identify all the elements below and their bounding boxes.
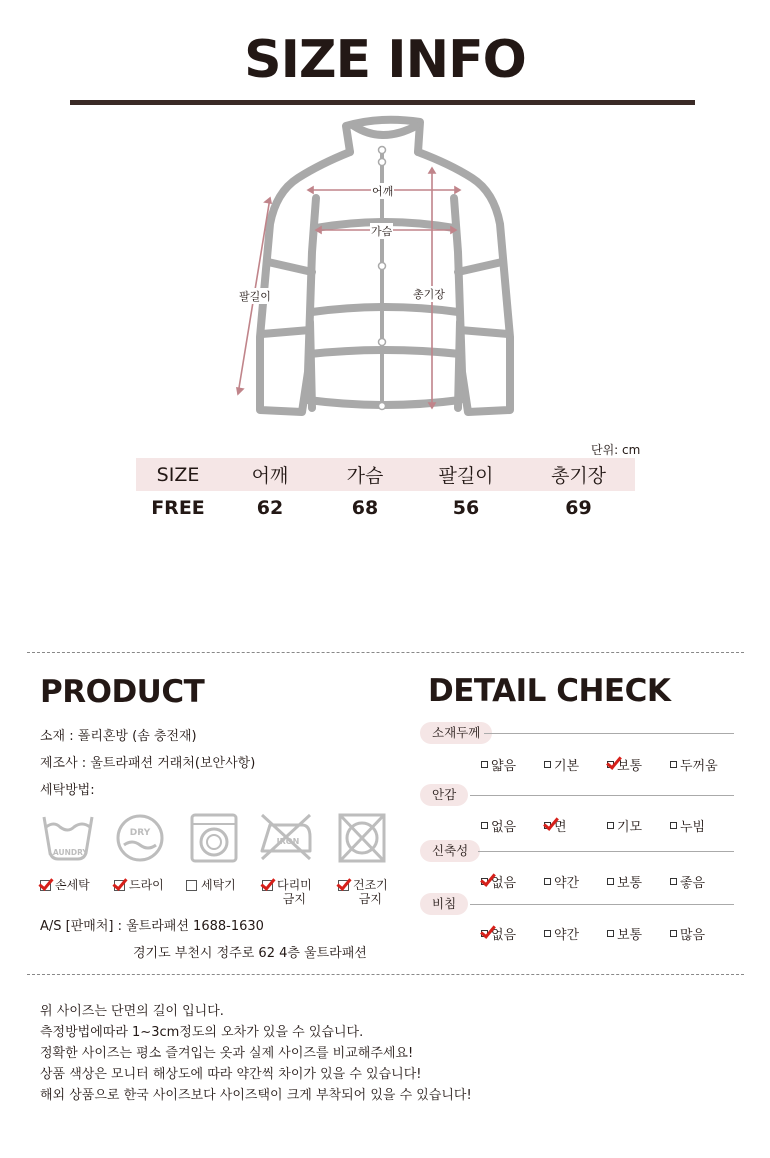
as-line: A/S [판매처] : 울트라패션 1688-1630 bbox=[40, 919, 264, 934]
care-option-no-dryer[interactable]: 건조기 금지 bbox=[338, 878, 388, 906]
checkbox-empty-icon bbox=[670, 822, 677, 829]
dry-icon bbox=[112, 813, 168, 863]
no-tumble-dry-icon bbox=[334, 813, 390, 863]
section-divider-top bbox=[27, 652, 744, 653]
no-iron-icon bbox=[258, 811, 314, 861]
laundry-icon bbox=[40, 813, 96, 863]
checkbox-checked-icon bbox=[481, 930, 488, 937]
header-sleeve: 팔길이 bbox=[438, 465, 494, 487]
unit-label: 단위: cm bbox=[591, 443, 641, 457]
cell-sleeve: 56 bbox=[452, 496, 480, 519]
option-stretch-good[interactable]: 좋음 bbox=[670, 872, 705, 891]
checkbox-empty-icon bbox=[544, 930, 551, 937]
detail-label-stretch: 신축성 bbox=[420, 840, 480, 862]
note-line-2: 측정방법에따라 1~3cm정도의 오차가 있을 수 있습니다. bbox=[40, 1025, 364, 1040]
detail-label-lining: 안감 bbox=[420, 784, 468, 806]
sleeve-label: 팔길이 bbox=[239, 290, 271, 303]
detail-rule bbox=[470, 904, 734, 905]
detail-label-thickness: 소재두께 bbox=[420, 722, 492, 744]
option-stretch-none[interactable]: 없음 bbox=[481, 872, 516, 891]
checkbox-empty-icon bbox=[544, 878, 551, 885]
checkbox-empty-icon bbox=[607, 878, 614, 885]
cell-shoulder: 62 bbox=[256, 496, 284, 519]
option-lining-quilted[interactable]: 누빔 bbox=[670, 816, 705, 835]
option-sheer-normal[interactable]: 보통 bbox=[607, 924, 642, 943]
header-size: SIZE bbox=[156, 463, 200, 486]
checkbox-empty-icon bbox=[607, 822, 614, 829]
option-thickness-basic[interactable]: 기본 bbox=[544, 755, 579, 774]
length-label: 총기장 bbox=[413, 288, 445, 301]
option-sheer-much[interactable]: 많음 bbox=[670, 924, 705, 943]
cell-length: 69 bbox=[565, 496, 592, 519]
detail-rule bbox=[484, 733, 734, 734]
option-lining-none[interactable]: 없음 bbox=[481, 816, 516, 835]
washing-machine-icon bbox=[186, 813, 242, 863]
care-option-dry-clean[interactable]: 드라이 bbox=[114, 878, 164, 892]
note-line-3: 정확한 사이즈는 평소 즐겨입는 옷과 실제 사이즈를 비교해주세요! bbox=[40, 1046, 414, 1061]
section-divider-bottom bbox=[27, 974, 744, 975]
header-shoulder: 어깨 bbox=[251, 465, 289, 487]
detail-rule bbox=[470, 795, 734, 796]
detail-rule bbox=[478, 851, 734, 852]
option-sheer-none[interactable]: 없음 bbox=[481, 924, 516, 943]
dry-icon-text: DRY bbox=[129, 828, 151, 838]
cell-size: FREE bbox=[151, 496, 205, 519]
option-lining-fleece[interactable]: 기모 bbox=[607, 816, 642, 835]
no-iron-icon-text: IRON bbox=[276, 837, 300, 846]
checkbox-empty-icon bbox=[544, 761, 551, 768]
checkbox-checked-icon bbox=[262, 880, 273, 891]
option-thickness-normal[interactable]: 보통 bbox=[607, 755, 642, 774]
option-stretch-slight[interactable]: 약간 bbox=[544, 872, 579, 891]
option-sheer-slight[interactable]: 약간 bbox=[544, 924, 579, 943]
size-table-header bbox=[136, 458, 635, 491]
title-divider bbox=[70, 100, 695, 105]
checkbox-empty-icon bbox=[670, 930, 677, 937]
note-line-5: 해외 상품으로 한국 사이즈보다 사이즈택이 크게 부착되어 있을 수 있습니다! bbox=[40, 1088, 472, 1103]
laundry-icon-text: LAUNDRY bbox=[48, 848, 88, 857]
checkbox-empty-icon bbox=[607, 930, 614, 937]
chest-label: 가슴 bbox=[371, 225, 393, 238]
note-line-4: 상품 색상은 모니터 해상도에 따라 약간씩 차이가 있을 수 있습니다! bbox=[40, 1067, 422, 1082]
option-stretch-normal[interactable]: 보통 bbox=[607, 872, 642, 891]
checkbox-checked-icon bbox=[114, 880, 125, 891]
jacket-diagram bbox=[220, 112, 550, 432]
option-thickness-thin[interactable]: 얇음 bbox=[481, 755, 516, 774]
header-length: 총기장 bbox=[550, 465, 607, 487]
table-row bbox=[136, 491, 635, 524]
checkbox-empty-icon bbox=[481, 761, 488, 768]
size-info-title: SIZE INFO bbox=[244, 30, 526, 90]
product-title: PRODUCT bbox=[40, 674, 205, 710]
checkbox-checked-icon bbox=[607, 761, 614, 768]
detail-check-title: DETAIL CHECK bbox=[428, 673, 671, 709]
checkbox-empty-icon bbox=[186, 880, 197, 891]
manufacturer-line: 제조사 : 울트라패션 거래처(보안사항) bbox=[40, 756, 256, 771]
checkbox-checked-icon bbox=[40, 880, 51, 891]
washing-method-label: 세탁방법: bbox=[40, 783, 95, 798]
option-thickness-thick[interactable]: 두꺼움 bbox=[670, 755, 718, 774]
cell-chest: 68 bbox=[351, 496, 379, 519]
material-line: 소재 : 폴리혼방 (솜 충전재) bbox=[40, 729, 197, 744]
size-table bbox=[136, 458, 635, 524]
shoulder-label: 어깨 bbox=[372, 185, 394, 198]
header-chest: 가슴 bbox=[346, 465, 384, 487]
checkbox-checked-icon bbox=[481, 878, 488, 885]
checkbox-empty-icon bbox=[670, 878, 677, 885]
care-option-hand-wash[interactable]: 손세탁 bbox=[40, 878, 90, 892]
detail-label-sheerness: 비침 bbox=[420, 893, 468, 915]
checkbox-empty-icon bbox=[670, 761, 677, 768]
care-option-washing-machine[interactable]: 세탁기 bbox=[186, 878, 236, 892]
address-line: 경기도 부천시 정주로 62 4층 울트라패션 bbox=[133, 946, 367, 961]
checkbox-checked-icon bbox=[338, 880, 349, 891]
option-lining-cotton[interactable]: 면 bbox=[544, 816, 567, 835]
checkbox-checked-icon bbox=[544, 822, 551, 829]
checkbox-empty-icon bbox=[481, 822, 488, 829]
care-option-no-iron[interactable]: 다리미 금지 bbox=[262, 878, 312, 906]
note-line-1: 위 사이즈는 단면의 길이 입니다. bbox=[40, 1004, 224, 1019]
